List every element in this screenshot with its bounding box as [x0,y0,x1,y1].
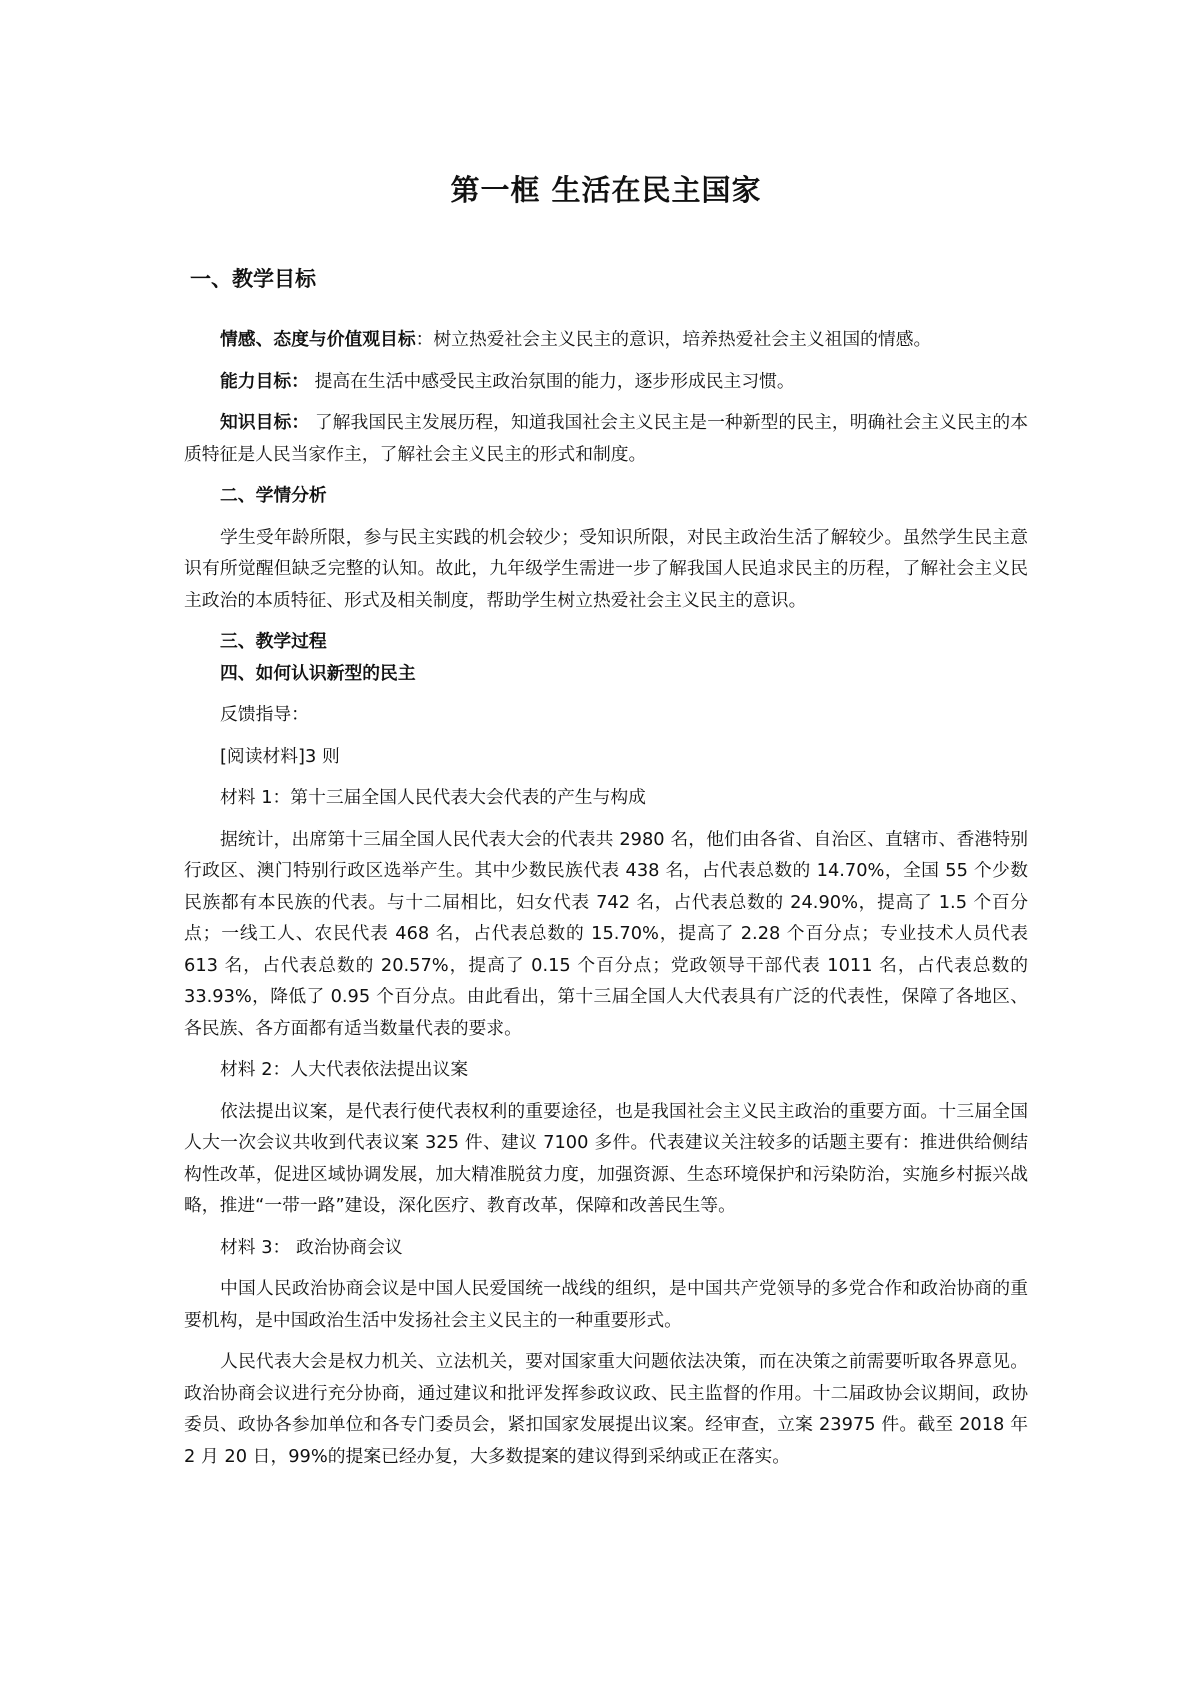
material-3-text-2: 人民代表大会是权力机关、立法机关，要对国家重大问题依法决策，而在决策之前需要听取各界意见。政治协商会议进行充分协商，通过建议和批评发挥参政议政、民主监督的作用。十二届政协会议期间，政协委员、政协各参加单位和各专门委员会，紧扣国家发展提出议案。经审查，立案 23975 件。截至 2018 年 2 月 20 日，99%的提案已经办复，大多数提案的建议得到采纳或正在落实。 [184,1351,1028,1467]
document-body [184,170,1028,1472]
document-title: 第一框 生活在民主国家 [450,173,762,207]
material-3-text-1: 中国人民政治协商会议是中国人民爱国统一战线的组织，是中国共产党领导的多党合作和政治协商的重要机构，是中国政治生活中发扬社会主义民主的一种重要形式。 [184,1278,1028,1331]
feedback-label: 反馈指导： [220,704,309,725]
goal-knowledge [184,407,1028,470]
goal-emotion [184,324,1028,356]
goal-ability [184,366,1028,398]
goal-emotion-text: ：树立热爱社会主义民主的意识，培养热爱社会主义祖国的情感。 [415,329,932,350]
material-1-text: 据统计，出席第十三届全国人民代表大会的代表共 2980 名，他们由各省、自治区、直辖市、香港特别行政区、澳门特别行政区选举产生。其中少数民族代表 438 名，占代表总数的 14.70%，全国 55 个少数民族都有本民族的代表。与十二届相比，妇女代表 742 名，占代表总数的 24.90%，提高了 1.5 个百分点；一线工人、农民代表 468 名，占代表总数的 15.70%，提高了 2.28 个百分点；专业技术人员代表 613 名，占代表总数的 20.57%，提高了 0.15 个百分点；党政领导干部代表 1011 名，占代表总数的 33.93%，降低了 0.95 个百分点。由此看出，第十三届全国人大代表具有广泛的代表性，保障了各地区、各民族、各方面都有适当数量代表的要求。 [184,828,1028,1039]
goal-knowledge-text: 了解我国民主发展历程，知道我国社会主义民主是一种新型的民主，明确社会主义民主的本质特征是人民当家作主，了解社会主义民主的形式和制度。 [184,412,1028,465]
section-heading-student-analysis: 二、学情分析 [220,485,327,506]
material-2-text: 依法提出议案，是代表行使代表权利的重要途径，也是我国社会主义民主政治的重要方面。十三届全国人大一次会议共收到代表议案 325 件、建议 7100 多件。代表建议关注较多的话题主要有：推进供给侧结构性改革，促进区域协调发展，加大精准脱贫力度，加强资源、生态环境保护和污染防治，实施乡村振兴战略，推进“一带一路”建设，深化医疗、教育改革，保障和改善民生等。 [184,1100,1028,1216]
section-heading-teaching-goals: 一、教学目标 [190,267,316,291]
section-heading-teaching-process: 三、教学过程 [220,631,327,652]
goal-emotion-label: 情感、态度与价值观目标 [220,329,416,350]
material-2-title: 材料 2：人大代表依法提出议案 [220,1059,469,1080]
material-3-title: 材料 3： 政治协商会议 [220,1236,403,1258]
reading-material-label: [阅读材料]3 则 [220,745,340,767]
material-1-title: 材料 1：第十三届全国人民代表大会代表的产生与构成 [220,787,646,808]
section-heading-new-democracy: 四、如何认识新型的民主 [220,662,416,684]
goal-ability-label: 能力目标： [220,370,309,392]
goal-knowledge-label: 知识目标： [220,412,310,433]
student-analysis-text: 学生受年龄所限，参与民主实践的机会较少；受知识所限，对民主政治生活了解较少。虽然学生民主意识有所觉醒但缺乏完整的认知。故此，九年级学生需进一步了解我国人民追求民主的历程，了解社会主义民主政治的本质特征、形式及相关制度，帮助学生树立热爱社会主义民主的意识。 [184,526,1028,611]
goal-ability-text: 提高在生活中感受民主政治氛围的能力，逐步形成民主习惯。 [308,370,795,392]
